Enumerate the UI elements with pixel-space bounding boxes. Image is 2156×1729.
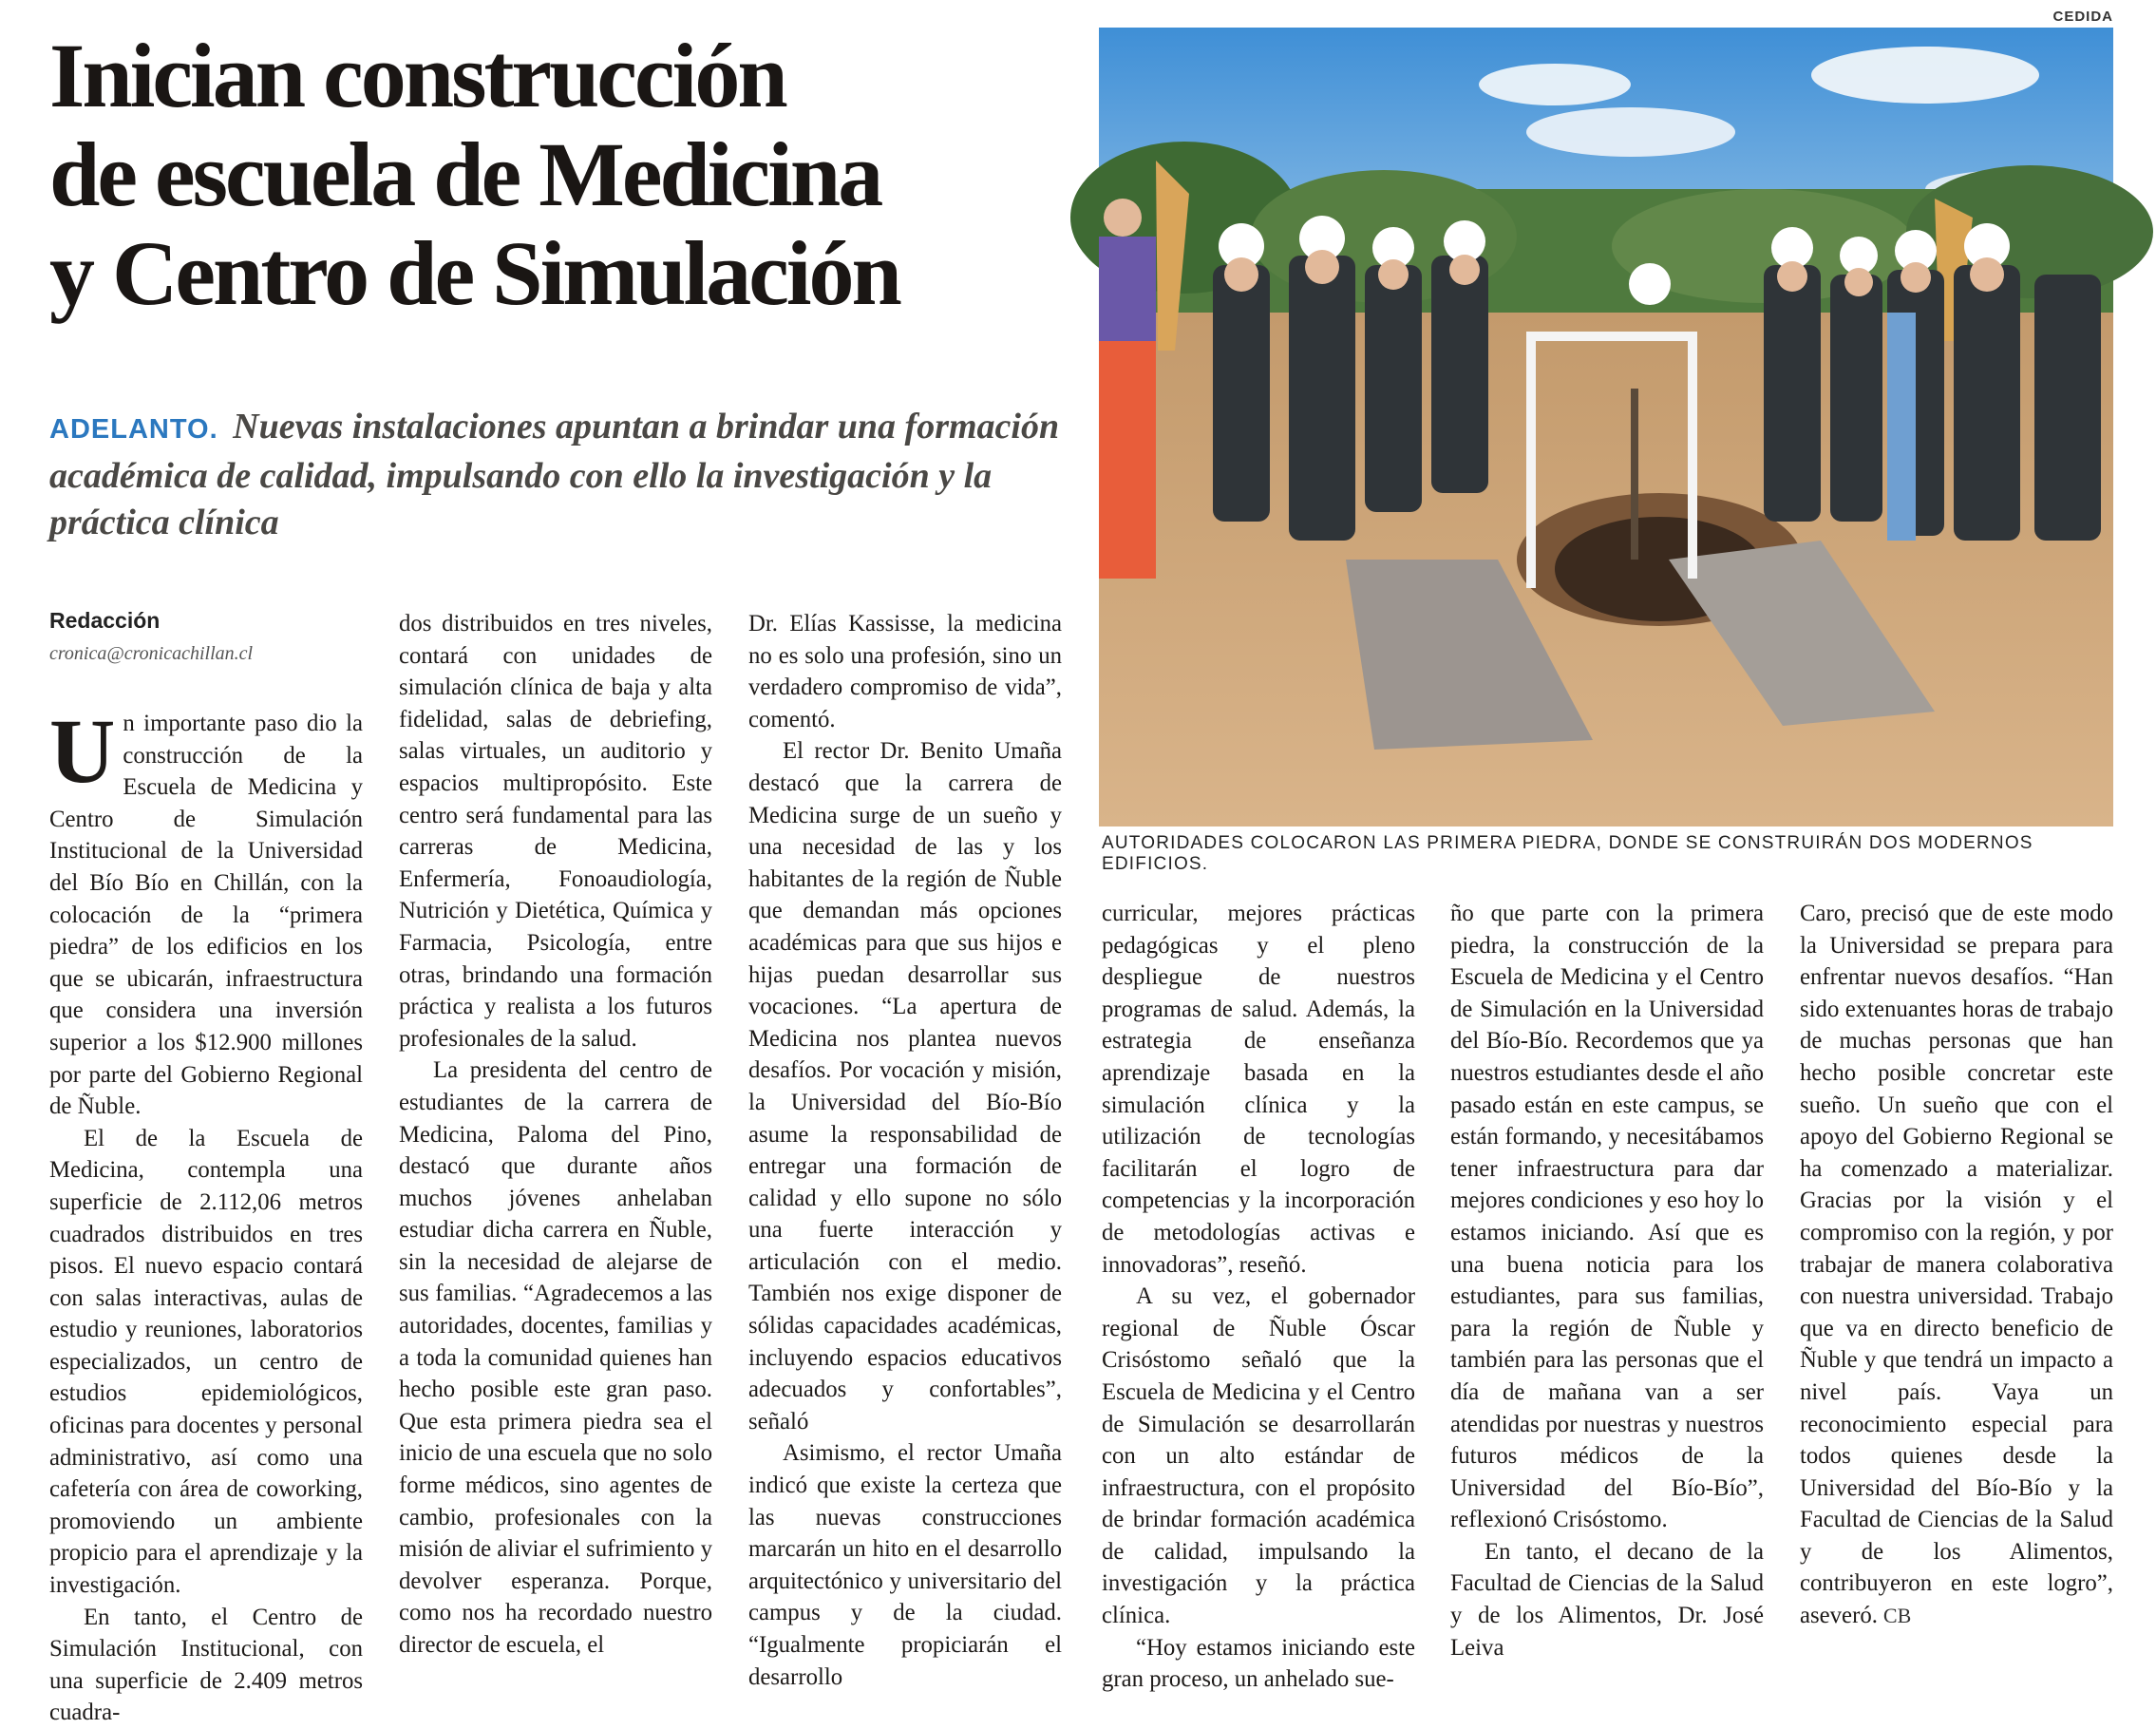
event-photo <box>1099 28 2113 826</box>
article-paragraph: En tanto, el Centro de Simulación Institucional, con una superficie de 2.409 metros cuadra- <box>49 1604 363 1726</box>
article-column-5 <box>1450 898 1764 1661</box>
article-paragraph: La presidenta del centro de estudiantes de la carrera de Medicina, Paloma del Pino, destacó que durante años muchos jóvenes anhelaban estudiar dicha carrera en Ñuble, sin la necesidad de alejarse de sus familias. “Agradecemos a las autoridades, docentes, familias y a toda la comunidad quienes han hecho posible este gran paso. Que esta primera piedra sea el inicio de una escuela que no solo forme médicos, sino agentes de cambio, profesionales con la misión de aliviar el sufrimiento y devolver esperanza. Porque, como nos ha recordado nuestro director de escuela, el <box>399 1057 712 1658</box>
article-paragraph: Asimismo, el rector Umaña indicó que existe la certeza que las nuevas construcciones marcarán un hito en el desarrollo arquitectónico y universitario del campus y de la ciudad. “Igualmente propiciarán el desarrollo <box>748 1440 1062 1690</box>
article-paragraph: El rector Dr. Benito Umaña destacó que la carrera de Medicina surge de un sueño y una necesidad de las y los habitantes de la región de Ñuble que demandan más opciones académicas para que sus hijos e hijas puedan desarrollar sus vocaciones. “La apertura de Medicina nos plantea nuevos desafíos. Por vocación y misión, la Universidad del Bío-Bío asume la responsabilidad de entregar una formación de calidad y ello supone no sólo una fuerte interacción y articulación con el medio. También nos exige disponer de sólidas capacidades académicas, incluyendo espacios educativos adecuados y confortables”, señaló <box>748 738 1062 1434</box>
article-column-4 <box>1102 898 1415 1693</box>
article-paragraph: Caro, precisó que de este modo la Universidad se prepara para enfrentar nuevos desafíos. “Han sido extenuantes horas de trabajo de muchas personas que han hecho posible concretar este sueño. Un sueño que con el apoyo del Gobierno Regional se ha comenzado a materializar. Gracias por la visión y el compromiso con la región, y por trabajar de manera colaborativa con nuestra universidad. Trabajo que va en directo beneficio de Ñuble y que tendrá un impacto a nivel país. Vaya un reconocimiento especial para todos quienes desde la Universidad del Bío-Bío y la Facultad de Ciencias de la Salud y de los Alimentos, contribuyeron en este logro”, aseveró. CB <box>1800 901 2113 1629</box>
article-paragraph: dos distribuidos en tres niveles, contará con unidades de simulación clínica de baja y alta fidelidad, salas de debriefing, salas virtuales, un auditorio y espacios multipropósito. Este centro será fundamental para las carreras de Medicina, Enfermería, Fonoaudiología, Nutrición y Dietética, Química y Farmacia, Psicología, entre otras, brindando una formación práctica y realista a los futuros profesionales de la salud. <box>399 611 712 1052</box>
article-paragraph: Un importante paso dio la construcción de la Escuela de Medicina y Centro de Simulación Institucional de la Universidad del Bío Bío en Chillán, con la colocación de la “primera piedra” de los edificios en los que se ubicarán, infraestructura que considera una inversión superior a los $12.900 millones por parte del Gobierno Regional de Ñuble. <box>49 700 363 1120</box>
headline <box>49 27 1094 323</box>
article-paragraph: curricular, mejores prácticas pedagógicas y el pleno despliegue de nuestros programas de salud. Además, la estrategia de enseñanza aprendizaje basada en la simulación clínica y la utilización de tecnologías facilitarán el logro de competencias y la incorporación de metodologías activas e innovadoras”, reseñó. <box>1102 901 1415 1278</box>
article-column-1 <box>49 700 363 1726</box>
article-paragraph: Dr. Elías Kassisse, la medicina no es solo una profesión, sino un verdadero compromiso de vida”, comentó. <box>748 611 1062 732</box>
article-paragraph: ño que parte con la primera piedra, la construcción de la Escuela de Medicina y el Centro de Simulación en la Universidad del Bío-Bío. Recordemos que ya nuestros estudiantes desde el año pasado están en este campus, se están formando, y necesitábamos tener infraestructura para dar mejores condiciones y eso hoy lo estamos iniciando. Así que es una buena noticia para los estudiantes, para sus familias, para la región de Ñuble y también para las personas que el día de mañana van a ser atendidas por nuestras y nuestros futuros médicos de la Universidad del Bío-Bío”, reflexionó Crisóstomo. <box>1450 901 1764 1533</box>
ceremony-photo-illustration <box>1099 28 2113 826</box>
photo-caption: AUTORIDADES COLOCARON LAS PRIMERA PIEDRA, DONDE SE CONSTRUIRÁN DOS MODERNOS EDIFICIOS. <box>1102 833 2033 874</box>
article-column-2 <box>399 608 712 1658</box>
headline-line-1: Inician construcción <box>49 25 785 126</box>
byline <box>49 608 363 665</box>
deck <box>49 404 1066 546</box>
headline-line-2: de escuela de Medicina <box>49 124 881 225</box>
deck-kicker: ADELANTO. <box>49 414 218 445</box>
article-paragraph: “Hoy estamos iniciando este gran proceso, un anhelado sue- <box>1102 1634 1415 1693</box>
photo-credit: CEDIDA <box>2052 9 2113 25</box>
deck-text: Nuevas instalaciones apuntan a brindar una formación académica de calidad, impulsando con ello la investigación y la práctica clínica <box>49 407 1060 542</box>
article-paragraph: El de la Escuela de Medicina, contempla una superficie de 2.112,06 metros cuadrados distribuidos en tres pisos. El nuevo espacio contará con salas interactivas, aulas de estudio y reuniones, laboratorios especializados, un centro de estudios epidemiológicos, oficinas para docentes y personal administrativo, así como una cafetería con área de coworking, promoviendo un ambiente propicio para el aprendizaje y la investigación. <box>49 1125 363 1599</box>
article-column-6 <box>1800 898 2113 1629</box>
byline-author: Redacción <box>49 608 161 633</box>
article-paragraph: En tanto, el decano de la Facultad de Ciencias de la Salud y de los Alimentos, Dr. José Leiva <box>1450 1538 1764 1661</box>
drop-cap: U <box>49 700 116 802</box>
article-column-3 <box>748 608 1062 1690</box>
headline-line-3: y Centro de Simulación <box>49 222 899 324</box>
byline-email[interactable]: cronica@cronicachillan.cl <box>49 643 254 664</box>
article-paragraph: A su vez, el gobernador regional de Ñuble Óscar Crisóstomo señaló que la Escuela de Medicina y el Centro de Simulación se desarrollarán con un alto estándar de infraestructura, con el propósito de brindar formación académica de calidad, impulsando la investigación y la práctica clínica. <box>1102 1283 1415 1629</box>
end-mark: CB <box>1882 1604 1912 1628</box>
